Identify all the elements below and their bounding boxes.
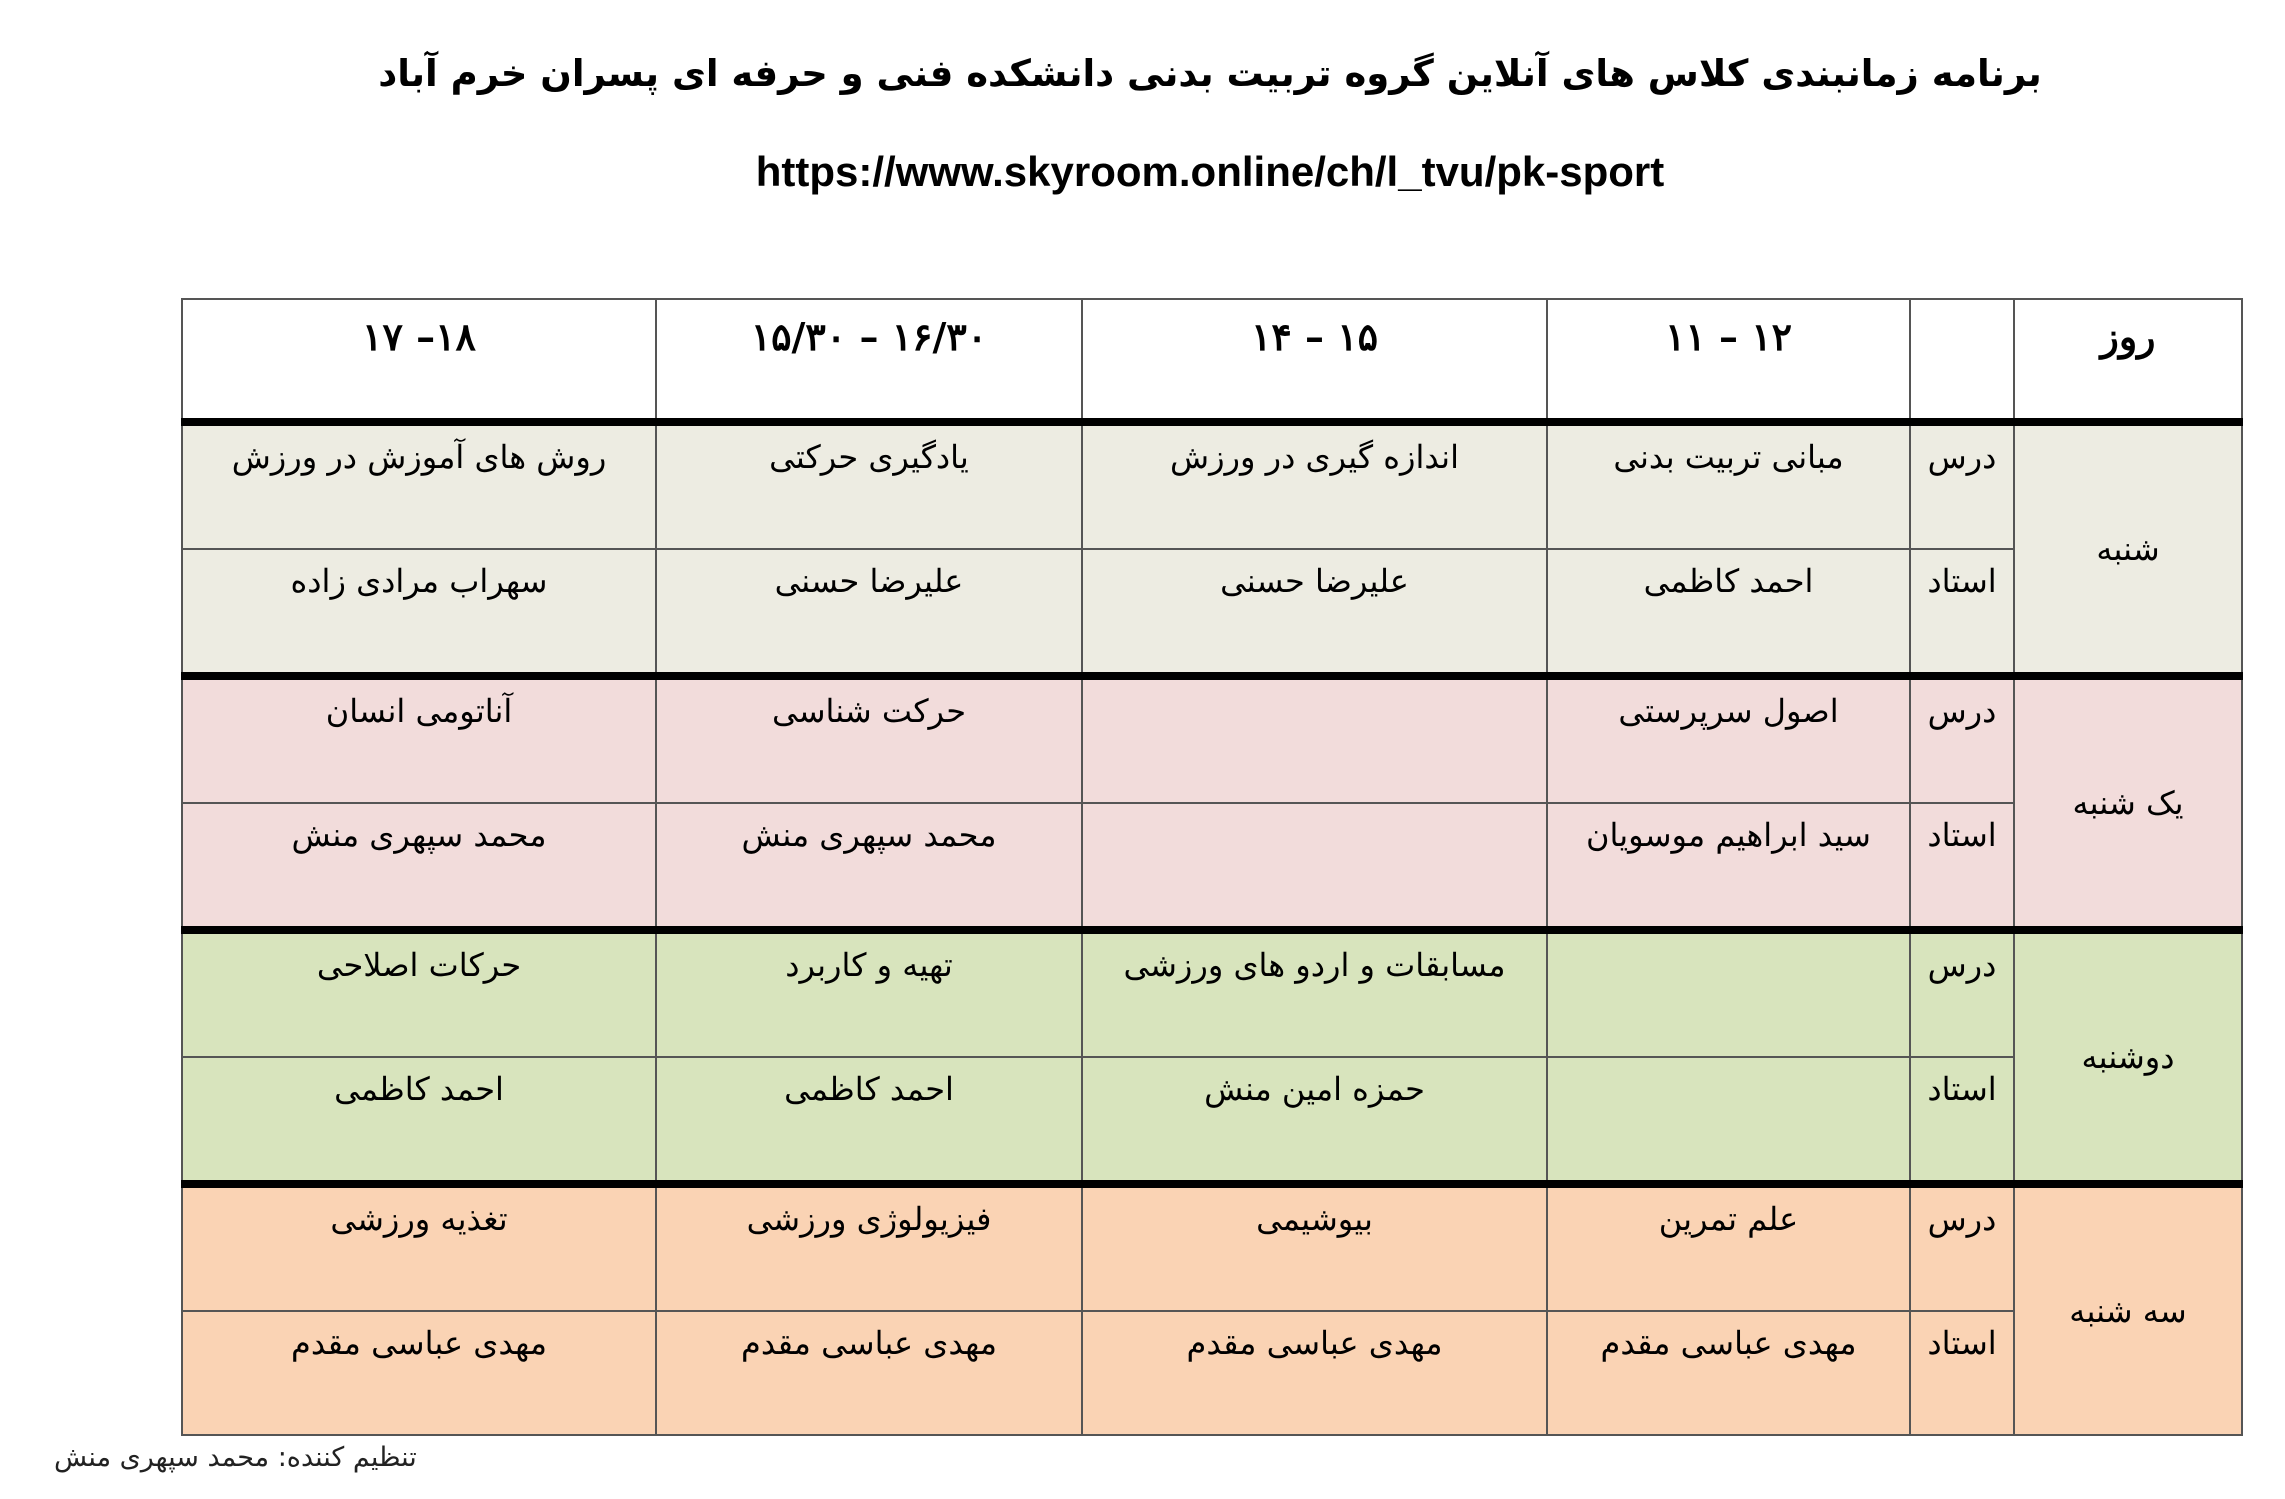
teacher-cell: سهراب مرادی زاده <box>182 549 656 676</box>
teacher-cell: احمد کاظمی <box>656 1057 1082 1184</box>
teacher-cell: علیرضا حسنی <box>1082 549 1547 676</box>
day-cell: سه شنبه <box>2014 1184 2242 1435</box>
course-cell: حرکات اصلاحی <box>182 930 656 1057</box>
header-day: روز <box>2014 299 2242 422</box>
teacher-label: استاد <box>1910 549 2014 676</box>
teacher-label: استاد <box>1910 1057 2014 1184</box>
teacher-cell: علیرضا حسنی <box>656 549 1082 676</box>
footer-credit: تنظیم کننده: محمد سپهری منش <box>54 1442 417 1473</box>
teacher-cell <box>1547 1057 1910 1184</box>
teacher-cell: سید ابراهیم موسویان <box>1547 803 1910 930</box>
table-row <box>182 422 2242 549</box>
teacher-cell: مهدی عباسی مقدم <box>182 1311 656 1435</box>
teacher-cell: احمد کاظمی <box>1547 549 1910 676</box>
course-label: درس <box>1910 676 2014 803</box>
table-row <box>182 676 2242 803</box>
course-cell: تهیه و کاربرد <box>656 930 1082 1057</box>
header-slot-2: ۱۵ – ۱۴ <box>1082 299 1547 422</box>
course-cell: اصول سرپرستی <box>1547 676 1910 803</box>
course-cell: مبانی تربیت بدنی <box>1547 422 1910 549</box>
course-cell: تغذیه ورزشی <box>182 1184 656 1311</box>
teacher-cell <box>1082 803 1547 930</box>
course-label: درس <box>1910 422 2014 549</box>
course-cell: مسابقات و اردو های ورزشی <box>1082 930 1547 1057</box>
table-row <box>182 549 2242 676</box>
course-label: درس <box>1910 1184 2014 1311</box>
header-slot-4: ۱۸– ۱۷ <box>182 299 656 422</box>
teacher-cell: مهدی عباسی مقدم <box>656 1311 1082 1435</box>
course-cell: فیزیولوژی ورزشی <box>656 1184 1082 1311</box>
teacher-label: استاد <box>1910 1311 2014 1435</box>
table-row <box>182 1311 2242 1435</box>
table-row <box>182 1184 2242 1311</box>
course-cell <box>1547 930 1910 1057</box>
day-cell: دوشنبه <box>2014 930 2242 1184</box>
course-label: درس <box>1910 930 2014 1057</box>
course-cell <box>1082 676 1547 803</box>
schedule-table <box>181 298 2243 1436</box>
table-row <box>182 930 2242 1057</box>
teacher-cell: حمزه امین منش <box>1082 1057 1547 1184</box>
teacher-label: استاد <box>1910 803 2014 930</box>
course-cell: حرکت شناسی <box>656 676 1082 803</box>
teacher-cell: محمد سپهری منش <box>182 803 656 930</box>
teacher-cell: مهدی عباسی مقدم <box>1082 1311 1547 1435</box>
class-url[interactable]: https://www.skyroom.online/ch/l_tvu/pk-sport <box>755 148 1665 195</box>
day-cell: شنبه <box>2014 422 2242 676</box>
table-row <box>182 803 2242 930</box>
course-cell: روش های آموزش در ورزش <box>182 422 656 549</box>
table-row <box>182 1057 2242 1184</box>
course-cell: یادگیری حرکتی <box>656 422 1082 549</box>
teacher-cell: محمد سپهری منش <box>656 803 1082 930</box>
day-cell: یک شنبه <box>2014 676 2242 930</box>
teacher-cell: مهدی عباسی مقدم <box>1547 1311 1910 1435</box>
header-type <box>1910 299 2014 422</box>
teacher-cell: احمد کاظمی <box>182 1057 656 1184</box>
course-cell: بیوشیمی <box>1082 1184 1547 1311</box>
course-cell: علم تمرین <box>1547 1184 1910 1311</box>
header-row <box>182 299 2242 422</box>
header-slot-3: ۱۶/۳۰ – ۱۵/۳۰ <box>656 299 1082 422</box>
page-title: برنامه زمانبندی کلاس های آنلاین گروه تربیت بدنی دانشکده فنی و حرفه ای پسران خرم آباد <box>378 52 2042 95</box>
course-cell: اندازه گیری در ورزش <box>1082 422 1547 549</box>
header-slot-1: ۱۲ – ۱۱ <box>1547 299 1910 422</box>
course-cell: آناتومی انسان <box>182 676 656 803</box>
